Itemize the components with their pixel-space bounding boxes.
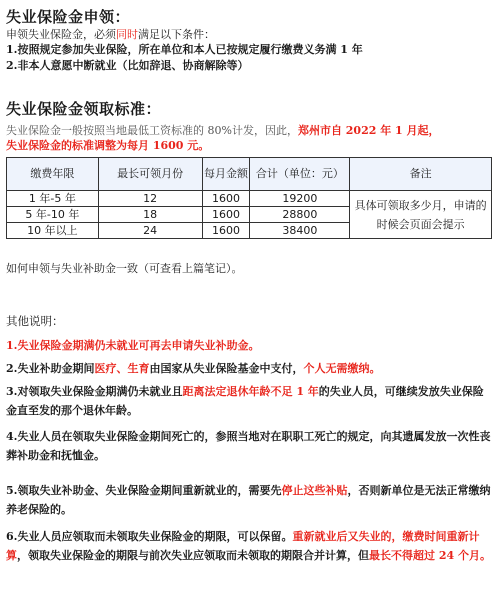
item3-text: 3.对领取失业保险金期满仍未就业且	[6, 385, 183, 398]
item2-highlight1: 医疗、生育	[94, 362, 150, 375]
intro-highlight: 同时	[116, 28, 138, 41]
section-title-standard: 失业保险金领取标准：	[6, 100, 162, 118]
item6-text-mid: ，领取失业保险金的期限与前次失业应领取而未领取的期限合并计算，但	[17, 549, 369, 562]
condition-2: 2.非本人意愿中断就业（比如辞退、协商解除等）	[6, 59, 249, 72]
item5-text-end: ，否则新单位是无法正常缴纳养老保险的。	[6, 484, 491, 516]
item6-highlight1: 重新就业后又失业的，缴费时间重新计算	[6, 530, 480, 562]
table-row	[7, 191, 492, 207]
other-item-4: 4.失业人员在领取失业保险金期间死亡的，参照当地对在职职工死亡的规定，向其遗属发放一次性丧葬补助金和抚恤金。	[6, 430, 491, 462]
table-header-cell: 缴费年限	[7, 158, 99, 191]
item6-highlight2: 最长不得超过 24 个月。	[369, 549, 491, 562]
intro-text-end: 满足以下条件：	[138, 28, 215, 41]
standard-table	[6, 157, 492, 239]
condition-1: 1.按照规定参加失业保险，所在单位和本人已按规定履行缴费义务满 1 年	[6, 43, 363, 56]
subsidy-note: 如何申领与失业补助金一致（可查看上篇笔记）。	[6, 262, 243, 275]
other-item-1: 1.失业保险金期满仍未就业可再去申请失业补助金。	[6, 339, 260, 352]
item5-highlight: 停止这些补贴	[281, 484, 348, 497]
item3-text-end: 的失业人员，可继续发放失业保险金直至发的那个退休年龄。	[6, 385, 484, 417]
item2-highlight2: 个人无需缴纳。	[303, 362, 381, 375]
table-cell: 1600	[202, 223, 250, 239]
table-header-cell: 备注	[350, 158, 492, 191]
section-title-application: 失业保险金申领：	[6, 8, 131, 26]
table-cell: 24	[98, 223, 202, 239]
item5-text: 5.领取失业补助金、失业保险金期间重新就业的，需要先	[6, 484, 282, 497]
item2-text-mid: 由国家从失业保险基金中支付，	[149, 362, 304, 375]
standard-desc-line1	[6, 124, 440, 138]
item3-highlight: 距离法定退休年龄不足 1 年	[182, 385, 319, 398]
table-cell: 28800	[250, 207, 350, 223]
standard-desc-text: 失业保险金一般按照当地最低工资标准的 80%计发，因此，	[6, 124, 298, 137]
intro-text: 申领失业保险金，必须	[6, 28, 116, 41]
table-cell: 5 年-10 年	[7, 207, 99, 223]
standard-desc-highlight2: 失业保险金的标准调整为每月 1600 元。	[6, 139, 210, 152]
table-cell: 1600	[202, 207, 250, 223]
table-header-cell: 合计（单位：元）	[250, 158, 350, 191]
other-item-3	[6, 382, 494, 420]
table-cell: 18	[98, 207, 202, 223]
table-header-cell: 每月金额	[202, 158, 250, 191]
other-item-2	[6, 359, 494, 378]
table-cell: 38400	[250, 223, 350, 239]
table-cell: 10 年以上	[7, 223, 99, 239]
table-header-row	[7, 158, 492, 191]
standard-desc-highlight1: 郑州市自 2022 年 1 月起，	[297, 124, 440, 137]
other-item-5	[6, 481, 494, 519]
table-cell: 19200	[250, 191, 350, 207]
table-cell: 12	[98, 191, 202, 207]
table-header-cell: 最长可领月份	[98, 158, 202, 191]
item6-text: 6.失业人员应领取而未领取失业保险金的期限，可以保留。	[6, 530, 293, 543]
application-intro	[6, 28, 215, 42]
item2-text: 2.失业补助金期间	[6, 362, 95, 375]
table-cell: 1 年-5 年	[7, 191, 99, 207]
other-title: 其他说明：	[6, 314, 64, 328]
other-item-6	[6, 527, 494, 565]
table-cell: 1600	[202, 191, 250, 207]
table-note-cell: 具体可领取多少月，申请的时候会页面会提示	[350, 191, 492, 239]
